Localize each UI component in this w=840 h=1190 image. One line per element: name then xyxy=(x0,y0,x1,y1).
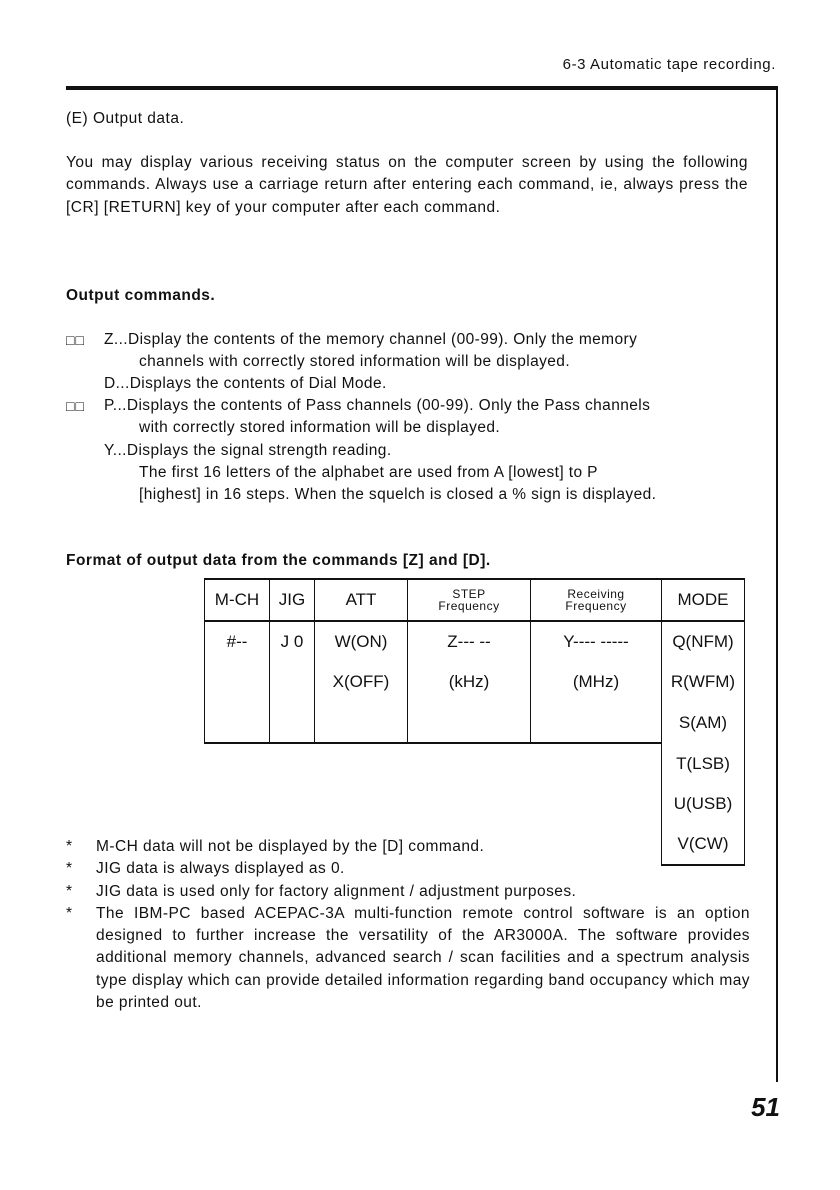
format-title: Format of output data from the commands [Z] and [D]. xyxy=(66,552,491,569)
intro-paragraph: You may display various receiving status on the computer screen by using the following commands. Always use a carriage return after entering each command, ie, always press the [CR] [RETURN] key of your computer after each command. xyxy=(66,154,748,216)
note-text: The IBM-PC based ACEPAC-3A multi-function remote control software is an option designed to further increase the versatility of the AR3000A. The software provides additional memory channels, advanced search / scan facilities and a spectrum analysis type display which can provide detailed information regarding band occupancy which may be printed out. xyxy=(96,904,750,1012)
header-mode: MODE xyxy=(662,579,745,621)
notes-list xyxy=(66,836,750,1014)
table-row xyxy=(205,743,745,784)
table-row xyxy=(205,662,745,702)
cell-jig: J 0 xyxy=(270,621,315,662)
command-p-line1: P...Displays the contents of Pass channels (00-99). Only the Pass channels xyxy=(104,397,651,414)
cell-step: Z--- -- xyxy=(408,621,531,662)
cell-mode-lsb: T(LSB) xyxy=(662,743,745,784)
checkbox-pair-p: □□ xyxy=(66,398,85,414)
header-step-bottom: Frequency xyxy=(438,599,500,613)
note-star: * xyxy=(66,882,73,900)
note-item xyxy=(66,836,616,858)
header-receiving-top: Receiving xyxy=(567,587,625,601)
note-text: M-CH data will not be displayed by the [D] command. xyxy=(96,838,485,855)
note-star: * xyxy=(66,904,73,922)
note-text: JIG data is always displayed as 0. xyxy=(96,860,345,878)
cell-receiving-unit: (MHz) xyxy=(531,662,662,702)
note-star: * xyxy=(66,860,73,878)
right-margin-rule xyxy=(776,86,778,1082)
cell-step-unit: (kHz) xyxy=(408,662,531,702)
note-item xyxy=(66,903,750,1014)
note-item xyxy=(66,858,750,880)
page-number: 51 xyxy=(751,1092,780,1122)
table-row xyxy=(205,621,745,662)
header-step-top: STEP xyxy=(452,587,486,601)
header-step xyxy=(408,579,531,621)
note-text: JIG data is used only for factory alignment / adjustment purposes. xyxy=(96,882,577,900)
note-item xyxy=(66,881,750,903)
command-y-line1: Y...Displays the signal strength reading. xyxy=(104,442,392,459)
command-z-line1: Z...Display the contents of the memory channel (00-99). Only the memory xyxy=(104,331,638,348)
table-header-row xyxy=(205,579,745,621)
command-z-line2: channels with correctly stored information will be displayed. xyxy=(139,353,571,370)
header-rule xyxy=(66,86,778,90)
cell-mode-wfm: R(WFM) xyxy=(662,662,745,702)
cell-mode-usb: U(USB) xyxy=(662,784,745,824)
cell-receiving: Y---- ----- xyxy=(531,621,662,662)
command-y-line3: [highest] in 16 steps. When the squelch is closed a % sign is displayed. xyxy=(139,486,657,503)
header-att: ATT xyxy=(315,579,408,621)
header-jig: JIG xyxy=(270,579,315,621)
checkbox-pair-z: □□ xyxy=(66,332,85,348)
output-commands-title: Output commands. xyxy=(66,287,216,304)
table-row xyxy=(205,702,745,743)
cell-mode-nfm: Q(NFM) xyxy=(662,621,745,662)
cell-mode-am: S(AM) xyxy=(662,702,745,743)
header-mch: M-CH xyxy=(205,579,270,621)
command-y-line2: The first 16 letters of the alphabet are used from A [lowest] to P xyxy=(139,464,598,481)
table-row xyxy=(205,784,745,824)
command-d-line1: D...Displays the contents of Dial Mode. xyxy=(104,375,387,392)
cell-att-on: W(ON) xyxy=(315,621,408,662)
cell-att-off: X(OFF) xyxy=(315,662,408,702)
cell-mode-cw: V(CW) xyxy=(662,824,745,865)
format-table xyxy=(204,578,745,866)
running-header: 6-3 Automatic tape recording. xyxy=(562,56,776,73)
section-title: (E) Output data. xyxy=(66,110,185,127)
command-p-line2: with correctly stored information will be displayed. xyxy=(139,419,501,436)
header-receiving xyxy=(531,579,662,621)
header-receiving-bottom: Frequency xyxy=(565,599,627,613)
cell-mch: #-- xyxy=(205,621,270,662)
note-star: * xyxy=(66,838,73,855)
